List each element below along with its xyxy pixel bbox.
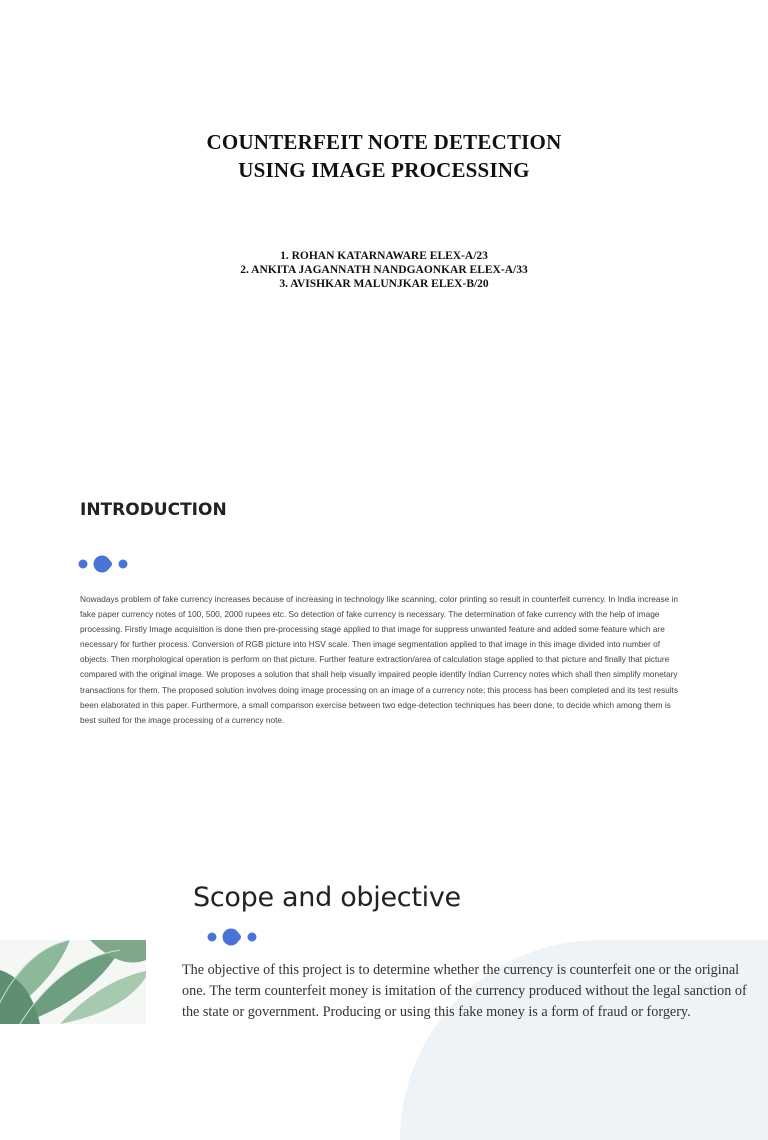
document-title bbox=[0, 128, 768, 184]
dot-bubble-decoration-icon bbox=[76, 553, 136, 577]
author-3: 3. AVISHKAR MALUNJKAR ELEX-B/20 bbox=[279, 278, 489, 290]
introduction-paragraph: Nowadays problem of fake currency increases because of increasing in technology like scanning, color printing so result in counterfeit currency. In India increase in fake paper currency notes of 100, 500, 2000 rupees etc. So detection of fake currency is necessary. The determination of fake currency with the help of image processing. Firstly Image acquisition is done then pre-processing stage applied to that image for suppress unwanted feature and added some feature which are necessary for further process. Conversion of RGB picture into HSV scale. Then image segmentation applied to that image in this image divided into number of objects. Then morphological operation is perform on that picture. Further feature extraction/area of calculation stage applied to that picture and finally that picture compared with the original image. We proposes a solution that shall help visually impaired people identify Indian Currency notes which shall then simplify monetary transactions for them. The proposed solution involves doing image processing on an image of a currency note; this process has been completed and its test results been elaborated in this paper. Furthermore, a small comparison exercise between two edge-detection techniques has been done, to decide which among them is best suited for the image processing of a currency note. bbox=[80, 594, 679, 725]
author-list bbox=[0, 249, 768, 291]
title-line-1: COUNTERFEIT NOTE DETECTION bbox=[206, 130, 562, 154]
scope-paragraph: The objective of this project is to determine whether the currency is counterfeit one or the original one. The term counterfeit money is imitation of the currency produced without the legal sanction of the state or government. Producing or using this fake money is a form of fraud or forgery. bbox=[182, 962, 747, 1020]
leaf-illustration bbox=[0, 940, 146, 1024]
introduction-heading: INTRODUCTION bbox=[80, 500, 227, 520]
author-1: 1. ROHAN KATARNAWARE ELEX-A/23 bbox=[280, 250, 488, 262]
scope-heading: Scope and objective bbox=[193, 882, 461, 913]
title-line-2: USING IMAGE PROCESSING bbox=[238, 158, 530, 182]
dot-bubble-decoration-icon bbox=[205, 926, 265, 950]
author-2: 2. ANKITA JAGANNATH NANDGAONKAR ELEX-A/33 bbox=[240, 264, 528, 276]
